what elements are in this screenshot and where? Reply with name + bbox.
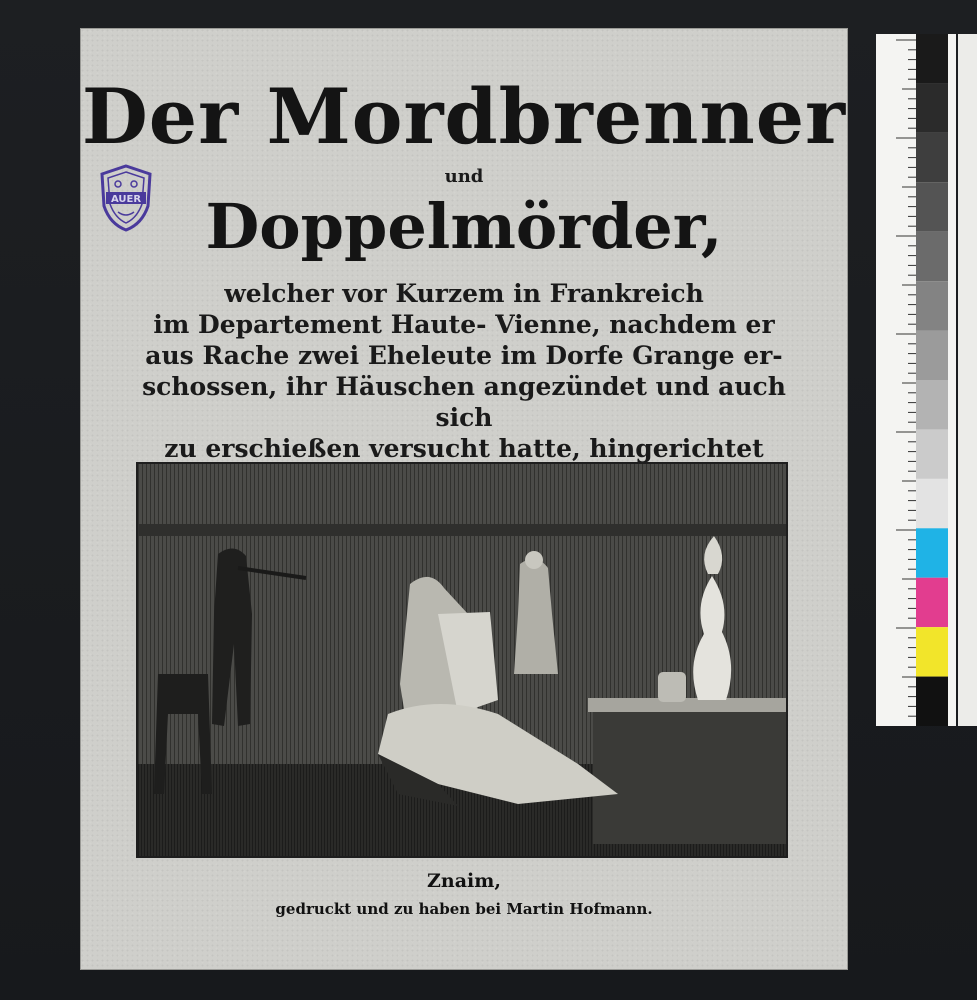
ruler-edge (958, 34, 977, 726)
broadside-sheet (80, 28, 848, 970)
color-patch (916, 232, 948, 281)
title-line-1: Der Mordbrenner (81, 72, 847, 161)
color-patch (916, 281, 948, 330)
color-patch (916, 83, 948, 132)
color-patch (916, 182, 948, 231)
color-patch (916, 578, 948, 627)
subtitle-block (124, 278, 804, 495)
library-stamp-icon (96, 162, 156, 234)
subtitle-line: welcher vor Kurzem in Frankreich (224, 279, 704, 308)
color-patch (916, 380, 948, 429)
color-patch (916, 479, 948, 528)
color-patch (916, 331, 948, 380)
imprint-printer: gedruckt und zu haben bei Martin Hofmann. (275, 900, 653, 918)
subtitle-line: zu erschießen versucht hatte, hingerichtet (164, 434, 764, 463)
subtitle-line: im Departement Haute- Vienne, nachdem er (153, 310, 775, 339)
title-line-2: Doppelmörder, (205, 190, 723, 263)
color-patch (916, 627, 948, 676)
subtitle-line: aus Rache zwei Eheleute im Dorfe Grange er- (145, 341, 783, 370)
title-conjunction: und (444, 166, 484, 187)
ruler-ticks (876, 34, 916, 726)
color-patch (916, 677, 948, 726)
color-target-strip (916, 34, 948, 726)
subtitle-line: schossen, ihr Häuschen angezündet und auch sich (142, 372, 786, 432)
color-patch (916, 429, 948, 478)
imprint-city: Znaim, (427, 870, 501, 892)
color-patch (916, 133, 948, 182)
color-patch (916, 528, 948, 577)
color-patch (916, 34, 948, 83)
woodcut-illustration (138, 464, 786, 856)
svg-text:AUER: AUER (110, 194, 142, 205)
